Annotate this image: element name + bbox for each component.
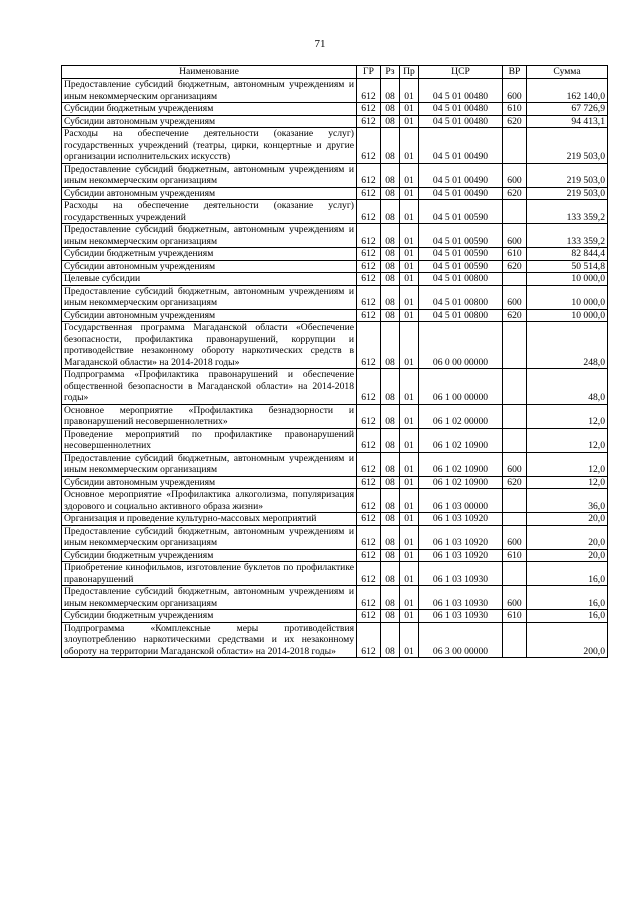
cell-csr: 04 5 01 00480 — [419, 79, 503, 103]
cell-rz: 08 — [381, 428, 400, 452]
cell-pr: 01 — [400, 322, 419, 369]
cell-sum: 10 000,0 — [527, 309, 608, 322]
cell-csr: 04 5 01 00490 — [419, 163, 503, 187]
cell-vr: 600 — [503, 525, 527, 549]
cell-vr — [503, 200, 527, 224]
cell-vr — [503, 273, 527, 286]
table-row — [62, 489, 608, 513]
cell-rz: 08 — [381, 513, 400, 526]
cell-csr: 06 1 03 10930 — [419, 610, 503, 623]
cell-gr: 612 — [357, 322, 381, 369]
cell-csr: 04 5 01 00490 — [419, 128, 503, 164]
cell-pr: 01 — [400, 476, 419, 489]
cell-gr: 612 — [357, 489, 381, 513]
cell-sum: 162 140,0 — [527, 79, 608, 103]
cell-csr: 06 1 02 10900 — [419, 452, 503, 476]
cell-name: Предоставление субсидий бюджетным, автономным учреждениям и иным некоммерческим организациям — [62, 224, 357, 248]
cell-rz: 08 — [381, 309, 400, 322]
cell-csr: 06 1 03 10930 — [419, 586, 503, 610]
cell-gr: 612 — [357, 525, 381, 549]
cell-pr: 01 — [400, 513, 419, 526]
cell-vr: 620 — [503, 260, 527, 273]
cell-pr: 01 — [400, 549, 419, 562]
cell-pr: 01 — [400, 260, 419, 273]
cell-sum: 133 359,2 — [527, 200, 608, 224]
cell-name: Субсидии автономным учреждениям — [62, 309, 357, 322]
cell-vr: 620 — [503, 115, 527, 128]
cell-sum: 12,0 — [527, 404, 608, 428]
table-row — [62, 562, 608, 586]
cell-rz: 08 — [381, 622, 400, 658]
cell-pr: 01 — [400, 610, 419, 623]
cell-csr: 06 1 02 10900 — [419, 428, 503, 452]
table-row — [62, 163, 608, 187]
cell-rz: 08 — [381, 115, 400, 128]
table-body — [62, 79, 608, 658]
cell-gr: 612 — [357, 452, 381, 476]
cell-vr — [503, 404, 527, 428]
cell-rz: 08 — [381, 525, 400, 549]
cell-csr: 04 5 01 00800 — [419, 285, 503, 309]
cell-csr: 04 5 01 00590 — [419, 248, 503, 261]
table-row — [62, 513, 608, 526]
cell-vr: 600 — [503, 285, 527, 309]
cell-pr: 01 — [400, 369, 419, 405]
cell-csr: 06 1 03 10920 — [419, 525, 503, 549]
cell-pr: 01 — [400, 586, 419, 610]
cell-sum: 16,0 — [527, 562, 608, 586]
cell-rz: 08 — [381, 322, 400, 369]
table-row — [62, 224, 608, 248]
cell-csr: 04 5 01 00590 — [419, 224, 503, 248]
cell-name: Проведение мероприятий по профилактике правонарушений несовершеннолетних — [62, 428, 357, 452]
table-row — [62, 428, 608, 452]
cell-gr: 612 — [357, 260, 381, 273]
cell-name: Предоставление субсидий бюджетным, автономным учреждениям и иным некоммерческим организациям — [62, 285, 357, 309]
cell-gr: 612 — [357, 79, 381, 103]
cell-gr: 612 — [357, 586, 381, 610]
cell-name: Предоставление субсидий бюджетным, автономным учреждениям и иным некоммерческим организациям — [62, 79, 357, 103]
cell-rz: 08 — [381, 404, 400, 428]
cell-csr: 06 0 00 00000 — [419, 322, 503, 369]
cell-pr: 01 — [400, 309, 419, 322]
cell-name: Субсидии бюджетным учреждениям — [62, 248, 357, 261]
cell-gr: 612 — [357, 163, 381, 187]
header-csr: ЦСР — [419, 66, 503, 79]
cell-csr: 06 1 02 00000 — [419, 404, 503, 428]
cell-gr: 612 — [357, 476, 381, 489]
cell-rz: 08 — [381, 586, 400, 610]
cell-vr — [503, 622, 527, 658]
cell-gr: 612 — [357, 562, 381, 586]
table-row — [62, 285, 608, 309]
cell-sum: 12,0 — [527, 476, 608, 489]
page-number: 71 — [314, 38, 326, 50]
cell-csr: 06 1 02 10900 — [419, 476, 503, 489]
cell-rz: 08 — [381, 452, 400, 476]
cell-rz: 08 — [381, 187, 400, 200]
cell-vr: 620 — [503, 187, 527, 200]
cell-sum: 36,0 — [527, 489, 608, 513]
cell-gr: 612 — [357, 285, 381, 309]
cell-gr: 612 — [357, 200, 381, 224]
cell-csr: 04 5 01 00480 — [419, 103, 503, 116]
table-row — [62, 200, 608, 224]
cell-csr: 06 1 00 00000 — [419, 369, 503, 405]
table-row — [62, 128, 608, 164]
cell-name: Субсидии автономным учреждениям — [62, 115, 357, 128]
cell-csr: 04 5 01 00490 — [419, 187, 503, 200]
table-row — [62, 79, 608, 103]
cell-pr: 01 — [400, 79, 419, 103]
cell-vr — [503, 128, 527, 164]
cell-name: Предоставление субсидий бюджетным, автономным учреждениям и иным некоммерческим организациям — [62, 452, 357, 476]
cell-name: Субсидии бюджетным учреждениям — [62, 610, 357, 623]
table-row — [62, 586, 608, 610]
cell-csr: 04 5 01 00800 — [419, 273, 503, 286]
cell-vr: 610 — [503, 610, 527, 623]
budget-table — [61, 65, 608, 658]
cell-rz: 08 — [381, 224, 400, 248]
cell-pr: 01 — [400, 163, 419, 187]
table-header-row — [62, 66, 608, 79]
header-vr: ВР — [503, 66, 527, 79]
cell-pr: 01 — [400, 200, 419, 224]
cell-csr: 06 1 03 10920 — [419, 513, 503, 526]
cell-vr — [503, 562, 527, 586]
cell-rz: 08 — [381, 260, 400, 273]
cell-csr: 04 5 01 00590 — [419, 260, 503, 273]
cell-sum: 16,0 — [527, 610, 608, 623]
cell-sum: 10 000,0 — [527, 285, 608, 309]
cell-sum: 200,0 — [527, 622, 608, 658]
cell-rz: 08 — [381, 248, 400, 261]
header-name: Наименование — [62, 66, 357, 79]
cell-gr: 612 — [357, 115, 381, 128]
cell-vr: 600 — [503, 452, 527, 476]
cell-vr: 620 — [503, 309, 527, 322]
cell-sum: 12,0 — [527, 452, 608, 476]
cell-pr: 01 — [400, 622, 419, 658]
cell-vr — [503, 513, 527, 526]
table-row — [62, 309, 608, 322]
cell-sum: 133 359,2 — [527, 224, 608, 248]
cell-csr: 04 5 01 00800 — [419, 309, 503, 322]
cell-name: Государственная программа Магаданской области «Обеспечение безопасности, профилактика правонарушений, коррупции и противодействие незаконному обороту наркотических средств в Магаданской области» на 2014-2018 годы» — [62, 322, 357, 369]
cell-name: Подпрограмма «Комплексные меры противодействия злоупотреблению наркотическими средствами и их незаконному обороту на территории Магаданской области» на 2014-2018 годы» — [62, 622, 357, 658]
cell-vr: 600 — [503, 224, 527, 248]
cell-name: Предоставление субсидий бюджетным, автономным учреждениям и иным некоммерческим организациям — [62, 586, 357, 610]
cell-rz: 08 — [381, 489, 400, 513]
cell-rz: 08 — [381, 200, 400, 224]
cell-name: Предоставление субсидий бюджетным, автономным учреждениям и иным некоммерческим организациям — [62, 525, 357, 549]
cell-csr: 06 1 03 10920 — [419, 549, 503, 562]
cell-vr: 600 — [503, 586, 527, 610]
cell-pr: 01 — [400, 452, 419, 476]
cell-pr: 01 — [400, 489, 419, 513]
table-row — [62, 525, 608, 549]
cell-csr: 06 1 03 00000 — [419, 489, 503, 513]
cell-csr: 04 5 01 00590 — [419, 200, 503, 224]
cell-pr: 01 — [400, 428, 419, 452]
cell-sum: 12,0 — [527, 428, 608, 452]
cell-gr: 612 — [357, 309, 381, 322]
table-row — [62, 273, 608, 286]
table-row — [62, 103, 608, 116]
cell-name: Основное мероприятие «Профилактика безнадзорности и правонарушений несовершеннолетних» — [62, 404, 357, 428]
cell-gr: 612 — [357, 428, 381, 452]
table-row — [62, 187, 608, 200]
cell-name: Подпрограмма «Профилактика правонарушений и обеспечение общественной безопасности в Магаданской области» на 2014-2018 годы» — [62, 369, 357, 405]
cell-name: Предоставление субсидий бюджетным, автономным учреждениям и иным некоммерческим организациям — [62, 163, 357, 187]
cell-sum: 82 844,4 — [527, 248, 608, 261]
cell-gr: 612 — [357, 610, 381, 623]
header-sum: Сумма — [527, 66, 608, 79]
header-gr: ГР — [357, 66, 381, 79]
cell-pr: 01 — [400, 187, 419, 200]
cell-pr: 01 — [400, 525, 419, 549]
cell-gr: 612 — [357, 224, 381, 248]
cell-name: Субсидии автономным учреждениям — [62, 187, 357, 200]
cell-sum: 50 514,8 — [527, 260, 608, 273]
cell-name: Организация и проведение культурно-массовых мероприятий — [62, 513, 357, 526]
cell-sum: 219 503,0 — [527, 163, 608, 187]
cell-sum: 219 503,0 — [527, 187, 608, 200]
cell-name: Приобретение кинофильмов, изготовление буклетов по профилактике правонарушений — [62, 562, 357, 586]
cell-vr — [503, 489, 527, 513]
cell-name: Расходы на обеспечение деятельности (оказание услуг) государственных учреждений (театры, цирки, концертные и другие организации исполнительских искусств) — [62, 128, 357, 164]
table-row — [62, 260, 608, 273]
cell-sum: 16,0 — [527, 586, 608, 610]
table-row — [62, 622, 608, 658]
cell-rz: 08 — [381, 103, 400, 116]
table-row — [62, 115, 608, 128]
cell-gr: 612 — [357, 369, 381, 405]
cell-pr: 01 — [400, 115, 419, 128]
cell-sum: 219 503,0 — [527, 128, 608, 164]
table-row — [62, 248, 608, 261]
cell-rz: 08 — [381, 163, 400, 187]
cell-sum: 48,0 — [527, 369, 608, 405]
cell-rz: 08 — [381, 562, 400, 586]
header-pr: Пр — [400, 66, 419, 79]
cell-vr: 600 — [503, 79, 527, 103]
cell-vr — [503, 428, 527, 452]
table-row — [62, 404, 608, 428]
header-rz: Рз — [381, 66, 400, 79]
cell-pr: 01 — [400, 128, 419, 164]
table-row — [62, 476, 608, 489]
table-row — [62, 549, 608, 562]
cell-vr — [503, 369, 527, 405]
cell-vr: 610 — [503, 103, 527, 116]
cell-pr: 01 — [400, 404, 419, 428]
cell-csr: 06 3 00 00000 — [419, 622, 503, 658]
cell-name: Расходы на обеспечение деятельности (оказание услуг) государственных учреждений — [62, 200, 357, 224]
cell-gr: 612 — [357, 622, 381, 658]
cell-rz: 08 — [381, 79, 400, 103]
cell-rz: 08 — [381, 273, 400, 286]
table-row — [62, 452, 608, 476]
cell-pr: 01 — [400, 273, 419, 286]
cell-sum: 94 413,1 — [527, 115, 608, 128]
cell-rz: 08 — [381, 285, 400, 309]
cell-pr: 01 — [400, 248, 419, 261]
cell-gr: 612 — [357, 128, 381, 164]
cell-sum: 10 000,0 — [527, 273, 608, 286]
cell-rz: 08 — [381, 476, 400, 489]
cell-csr: 04 5 01 00480 — [419, 115, 503, 128]
cell-csr: 06 1 03 10930 — [419, 562, 503, 586]
cell-pr: 01 — [400, 562, 419, 586]
cell-gr: 612 — [357, 549, 381, 562]
cell-name: Целевые субсидии — [62, 273, 357, 286]
cell-gr: 612 — [357, 404, 381, 428]
cell-name: Основное мероприятие «Профилактика алкоголизма, популяризация здорового и социально активного образа жизни» — [62, 489, 357, 513]
cell-gr: 612 — [357, 248, 381, 261]
cell-name: Субсидии бюджетным учреждениям — [62, 103, 357, 116]
cell-vr: 610 — [503, 549, 527, 562]
cell-sum: 248,0 — [527, 322, 608, 369]
table-row — [62, 369, 608, 405]
cell-sum: 20,0 — [527, 549, 608, 562]
cell-sum: 67 726,9 — [527, 103, 608, 116]
cell-pr: 01 — [400, 103, 419, 116]
cell-vr: 610 — [503, 248, 527, 261]
cell-rz: 08 — [381, 610, 400, 623]
cell-gr: 612 — [357, 187, 381, 200]
cell-gr: 612 — [357, 273, 381, 286]
cell-rz: 08 — [381, 369, 400, 405]
cell-rz: 08 — [381, 549, 400, 562]
cell-vr — [503, 322, 527, 369]
cell-name: Субсидии автономным учреждениям — [62, 260, 357, 273]
cell-vr: 620 — [503, 476, 527, 489]
cell-pr: 01 — [400, 285, 419, 309]
cell-name: Субсидии автономным учреждениям — [62, 476, 357, 489]
cell-vr: 600 — [503, 163, 527, 187]
cell-sum: 20,0 — [527, 513, 608, 526]
cell-name: Субсидии бюджетным учреждениям — [62, 549, 357, 562]
cell-sum: 20,0 — [527, 525, 608, 549]
cell-gr: 612 — [357, 103, 381, 116]
cell-rz: 08 — [381, 128, 400, 164]
table-row — [62, 322, 608, 369]
cell-gr: 612 — [357, 513, 381, 526]
table-row — [62, 610, 608, 623]
cell-pr: 01 — [400, 224, 419, 248]
